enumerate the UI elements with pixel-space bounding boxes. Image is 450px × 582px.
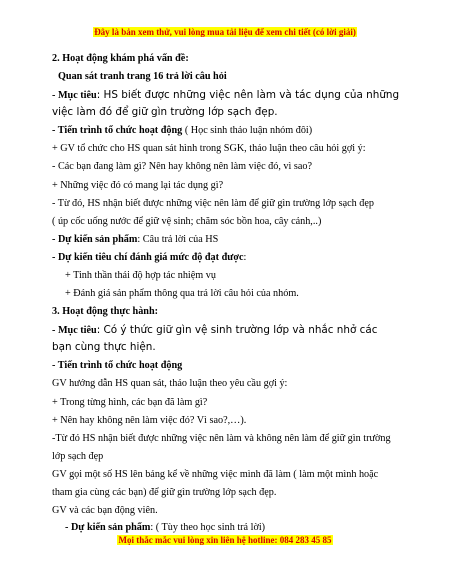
goal-label: - Mục tiêu <box>52 90 97 101</box>
paragraph-line: tham gia cùng các bạn) để giữ gìn trường lớp sạch đẹp. <box>52 487 277 498</box>
paragraph-line: GV và các bạn động viên. <box>52 505 158 516</box>
paragraph-line: ( úp cốc uống nước để giữ vệ sinh; chăm sóc bồn hoa, cây cảnh,..) <box>52 216 322 227</box>
section-2-product <box>52 234 218 246</box>
process-text: ( Học sinh thảo luận nhóm đôi) <box>182 125 313 136</box>
section-3-product <box>65 522 265 534</box>
section-2-subtitle: Quan sát tranh trang 16 trả lời câu hỏi <box>58 71 227 82</box>
product-label: - Dự kiến sản phẩm <box>65 522 151 533</box>
paragraph-line: lớp sạch đẹp <box>52 451 104 462</box>
goal-text: : HS biết được những việc nên làm và tác dụng của những <box>96 89 400 101</box>
section-3-process: - Tiến trình tổ chức hoạt động <box>52 360 183 371</box>
section-3-goal <box>52 324 377 337</box>
goal-label: - Mục tiêu <box>52 325 97 336</box>
paragraph-line: GV hướng dẫn HS quan sát, thảo luận theo yêu cầu gợi ý: <box>52 378 288 389</box>
product-text: : ( Tùy theo học sinh trả lời) <box>150 522 266 533</box>
hotline-notice-banner <box>0 535 450 545</box>
paragraph-line: + Những việc đó có mang lại tác dụng gì? <box>52 180 224 191</box>
hotline-notice-text: Mọi thắc mắc vui lòng xin liên hệ hotline: 084 283 45 85 <box>118 535 332 545</box>
section-2-process <box>52 125 312 137</box>
section-2-title: 2. Hoạt động khám phá vấn đề: <box>52 53 189 64</box>
section-2-goal-cont: việc làm đó để giữ gìn trường lớp sạch đẹp. <box>52 106 278 118</box>
paragraph-line: GV gọi một số HS lên bảng kể về những việc mình đã làm ( làm một mình hoặc <box>52 469 379 480</box>
process-label: - Tiến trình tổ chức hoạt động <box>52 125 183 136</box>
goal-text: : Có ý thức giữ gìn vệ sinh trường lớp và nhắc nhở các <box>96 324 378 336</box>
section-2-goal <box>52 89 399 102</box>
product-text: : Câu trả lời của HS <box>137 234 219 245</box>
criteria-item: + Tinh thần thái độ hợp tác nhiệm vụ <box>65 270 216 281</box>
paragraph-line: -Từ đó HS nhận biết được những việc nên làm và không nên làm để giữ gìn trường <box>52 433 391 444</box>
criteria-label: - Dự kiến tiêu chí đánh giá mức độ đạt được <box>52 252 244 263</box>
product-label: - Dự kiến sản phẩm <box>52 234 138 245</box>
criteria-item: + Đánh giá sản phẩm thông qua trả lời câu hỏi của nhóm. <box>65 288 299 299</box>
paragraph-line: + Nên hay không nên làm việc đó? Vì sao?,…). <box>52 415 247 426</box>
preview-notice-text: Đây là bản xem thử, vui lòng mua tải liệu để xem chi tiết (có lời giải) <box>94 27 356 37</box>
paragraph-line: + Trong từng hình, các bạn đã làm gì? <box>52 397 208 408</box>
paragraph-line: - Từ đó, HS nhận biết được những việc nên làm để giữ gìn trường lớp sạch đẹp <box>52 198 374 209</box>
paragraph-line: - Các bạn đang làm gì? Nên hay không nên làm việc đó, vì sao? <box>52 161 312 172</box>
paragraph-line: + GV tổ chức cho HS quan sát hình trong SGK, thảo luận theo câu hỏi gợi ý: <box>52 143 366 154</box>
section-2-criteria <box>52 252 246 264</box>
criteria-text: : <box>243 252 247 263</box>
preview-notice-banner <box>0 27 450 37</box>
section-3-goal-cont: bạn cùng thực hiện. <box>52 341 156 353</box>
section-3-title: 3. Hoạt động thực hành: <box>52 306 159 317</box>
